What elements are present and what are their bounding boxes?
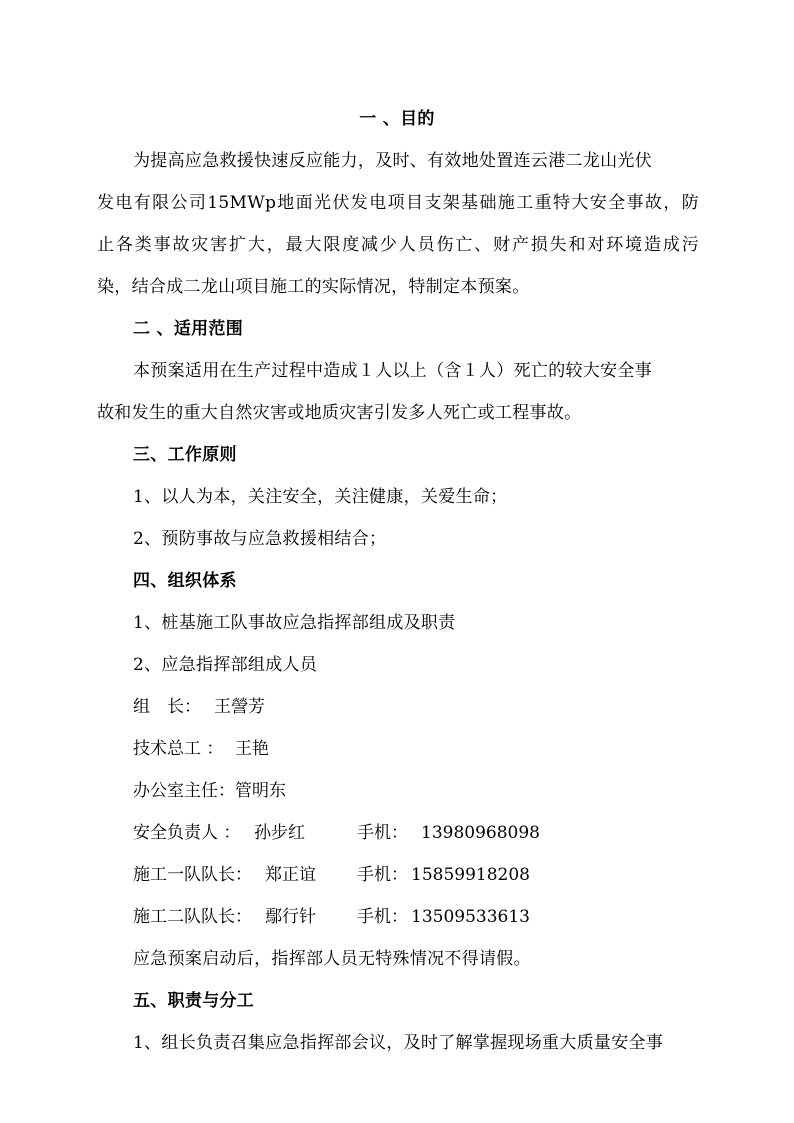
member-role: 安全负责人 ： (133, 823, 241, 843)
org-item-1: 1、桩基施工队事故应急指挥部组成及职责 (133, 613, 456, 633)
member-role: 施工一队队长： (133, 865, 252, 885)
member-name: 孙步红 (254, 823, 305, 843)
paragraph-scope-line-2: 故和发生的重大自然灾害或地质灾害引发多人死亡或工程事故。 (97, 403, 582, 423)
section-5-title: 五、职责与分工 (133, 991, 255, 1011)
principle-item-2: 2、预防事故与应急救援相结合； (133, 529, 387, 549)
paragraph-purpose-line-4: 染，结合成二龙山项目施工的实际情况，特制定本预案。 (97, 277, 530, 297)
member-role: 办公室主任： (133, 781, 235, 801)
member-name: 王謍芳 (214, 697, 265, 717)
member-phone: 13980968098 (421, 823, 540, 843)
member-role: 技术总工 ： (133, 739, 224, 759)
member-role: 施工二队队长： (133, 907, 252, 927)
duty-item-1: 1、组长负责召集应急指挥部会议，及时了解掌握现场重大质量安全事 (133, 1033, 664, 1053)
org-item-2: 2、应急指挥部组成人员 (133, 655, 318, 675)
member-name: 鄢行针 (265, 907, 316, 927)
member-name: 郑正谊 (265, 865, 316, 885)
paragraph-purpose-line-3: 止各类事故灾害扩大，最大限度减少人员伤亡、财产损失和对环境造成污 (97, 235, 699, 255)
member-name: 王艳 (235, 739, 269, 759)
paragraph-scope-line-1: 本预案适用在生产过程中造成１人以上（含１人）死亡的较大安全事 (133, 361, 652, 381)
member-phone-label: 手机： (357, 907, 408, 927)
section-3-title: 三、工作原则 (133, 445, 237, 465)
paragraph-purpose-line-2: 发电有限公司15MWp地面光伏发电项目支架基础施工重特大安全事故，防 (97, 193, 699, 213)
paragraph-purpose-line-1: 为提高应急救援快速反应能力，及时、有效地处置连云港二龙山光伏 (133, 151, 652, 171)
closing-note: 应急预案启动后，指挥部人员无特殊情况不得请假。 (133, 949, 531, 969)
member-phone-label: 手机： (357, 865, 408, 885)
section-4-title: 四、组织体系 (133, 571, 237, 591)
section-1-title: 一 、目的 (359, 109, 435, 129)
section-2-title: 二 、适用范围 (133, 319, 244, 339)
principle-item-1: 1、以人为本，关注安全，关注健康，关爱生命； (133, 487, 508, 507)
member-phone: 15859918208 (411, 865, 530, 885)
member-phone: 13509533613 (411, 907, 530, 927)
member-phone-label: 手机： (357, 823, 408, 843)
member-name: 管明东 (235, 781, 286, 801)
member-role: 组 长： (133, 697, 201, 717)
